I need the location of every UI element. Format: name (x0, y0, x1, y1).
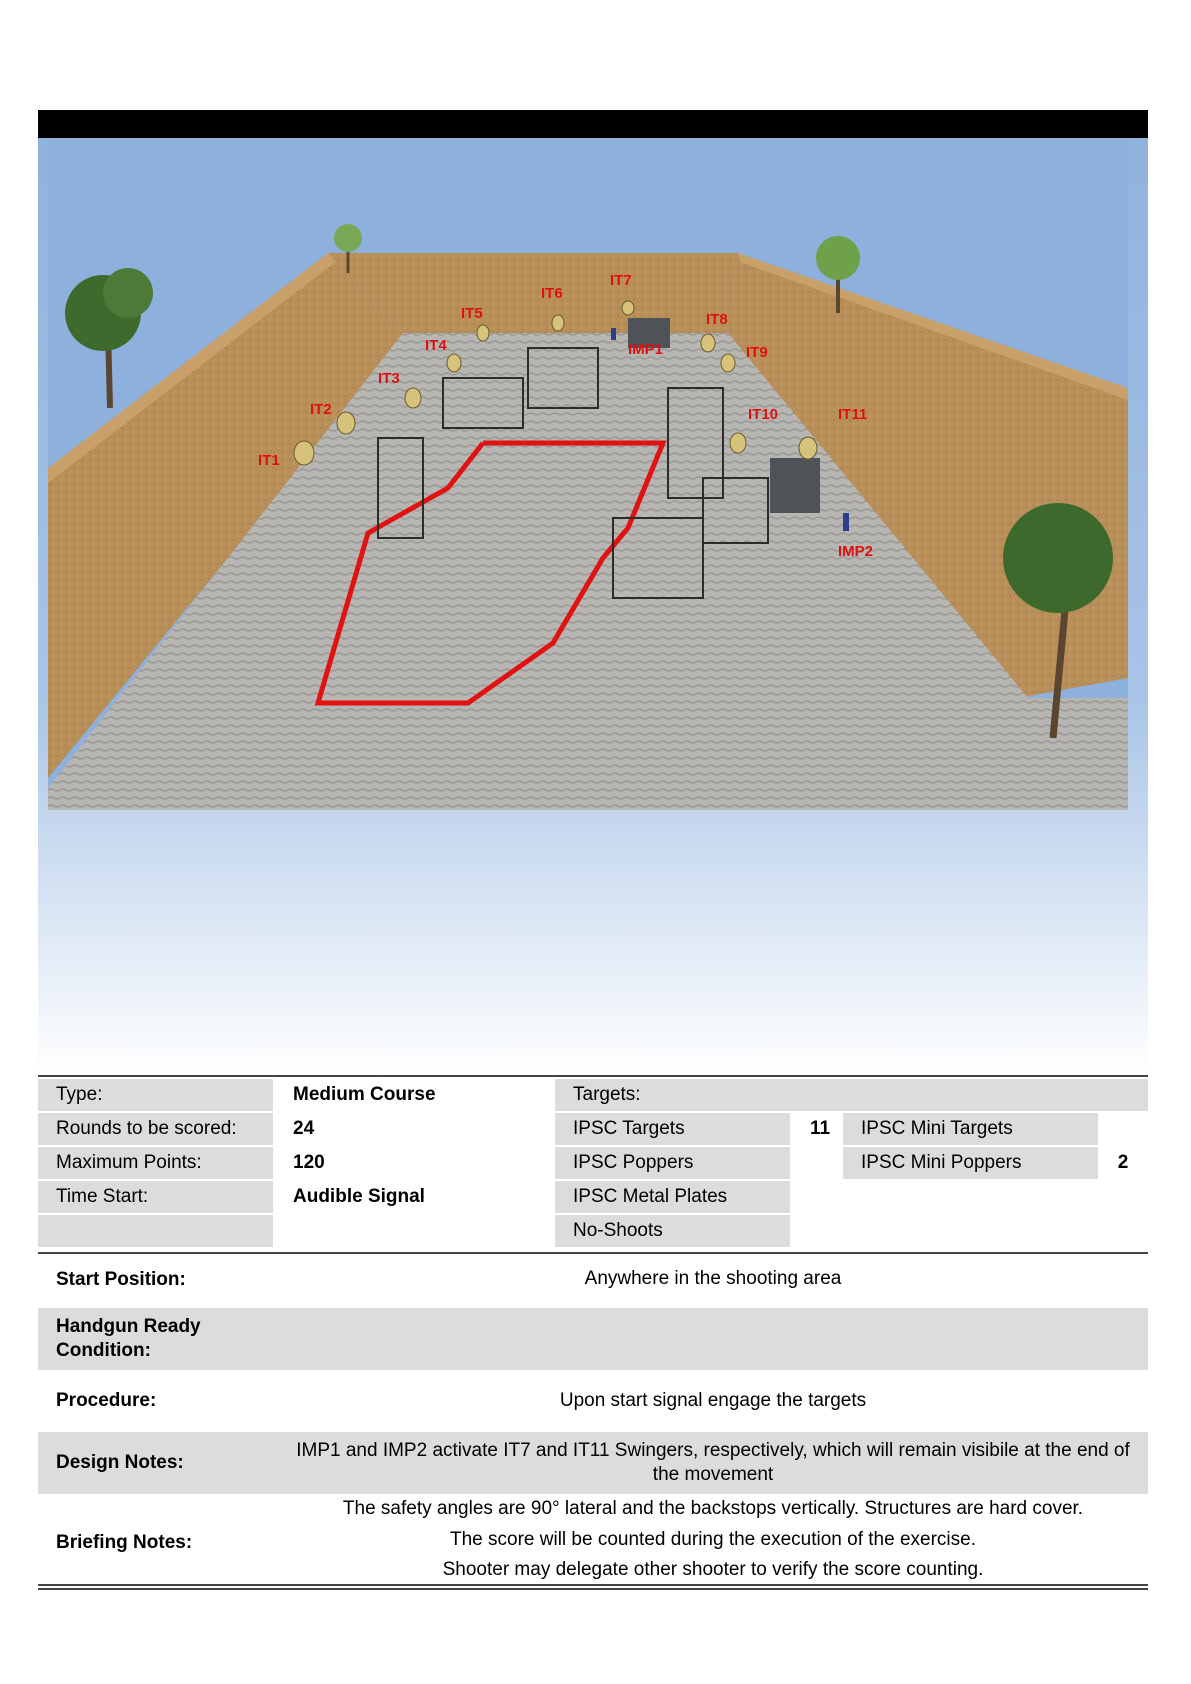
popper-icon (611, 328, 616, 340)
target-label: IT9 (746, 344, 768, 361)
ipsc-metal-plates-label: IPSC Metal Plates (555, 1181, 790, 1213)
procedure-row (38, 1370, 1148, 1432)
target-label: IT2 (310, 401, 332, 418)
stage-summary-table (38, 1075, 1148, 1254)
rounds-value: 24 (293, 1118, 315, 1139)
target-label: IMP1 (628, 341, 664, 358)
points-value: 120 (293, 1152, 325, 1173)
bottom-rule (38, 1584, 1148, 1590)
briefing-line-3: Shooter may delegate other shooter to verify the score counting. (442, 1559, 984, 1580)
ipsc-poppers-label: IPSC Poppers (555, 1147, 790, 1179)
steel-plate-right (770, 458, 820, 513)
time-start-value: Audible Signal (293, 1186, 425, 1207)
start-position-label: Start Position: (56, 1269, 186, 1290)
ipsc-mini-poppers-label: IPSC Mini Poppers (843, 1147, 1098, 1179)
target-label: IT7 (610, 272, 632, 289)
design-notes-row (38, 1432, 1148, 1494)
no-shoots-label: No-Shoots (555, 1215, 790, 1247)
procedure-value: Upon start signal engage the targets (559, 1390, 867, 1411)
design-notes-line-1: IMP1 and IMP2 activate IT7 and IT11 Swingers, respectively, which will remain visibile at the end of (296, 1440, 1130, 1461)
procedure-label: Procedure: (56, 1390, 157, 1411)
ready-condition-label-1: Handgun Ready (56, 1316, 201, 1337)
design-notes-label: Design Notes: (56, 1452, 184, 1473)
target-label: IT4 (425, 337, 447, 354)
target-label: IT5 (461, 305, 483, 322)
popper-icon (843, 513, 849, 531)
target-label: IT6 (541, 285, 563, 302)
stage-diagram (48, 138, 1128, 810)
briefing-line-2: The score will be counted during the execution of the exercise. (450, 1529, 976, 1550)
ready-condition-row (38, 1308, 1148, 1370)
type-label: Type: (38, 1079, 273, 1111)
ipsc-mini-targets-label: IPSC Mini Targets (843, 1113, 1098, 1145)
empty-cell (38, 1215, 273, 1247)
time-start-label: Time Start: (38, 1181, 273, 1213)
start-position-value: Anywhere in the shooting area (584, 1268, 842, 1289)
ready-condition-label-2: Condition: (56, 1340, 151, 1361)
target-label: IT3 (378, 370, 400, 387)
type-value: Medium Course (293, 1084, 436, 1105)
stage-illustration (38, 138, 1148, 1075)
target-label: IT11 (838, 406, 868, 423)
briefing-notes-row (38, 1494, 1148, 1584)
target-label: IMP2 (838, 543, 874, 560)
ipsc-mini-poppers-value: 2 (1117, 1152, 1129, 1173)
target-label: IT8 (706, 311, 728, 328)
targets-label: Targets: (555, 1079, 1148, 1111)
points-label: Maximum Points: (38, 1147, 273, 1179)
target-label: IT1 (258, 452, 280, 469)
start-position-row (38, 1252, 1148, 1308)
design-notes-line-2: the movement (652, 1464, 774, 1485)
target-label: IT10 (748, 406, 779, 423)
ipsc-targets-value: 11 (809, 1118, 831, 1139)
ipsc-targets-label: IPSC Targets (555, 1113, 790, 1145)
rounds-label: Rounds to be scored: (38, 1113, 273, 1145)
briefing-notes-label: Briefing Notes: (56, 1532, 193, 1553)
briefing-line-1: The safety angles are 90° lateral and the backstops vertically. Structures are hard cover. (342, 1498, 1084, 1519)
title-bar (38, 110, 1148, 138)
